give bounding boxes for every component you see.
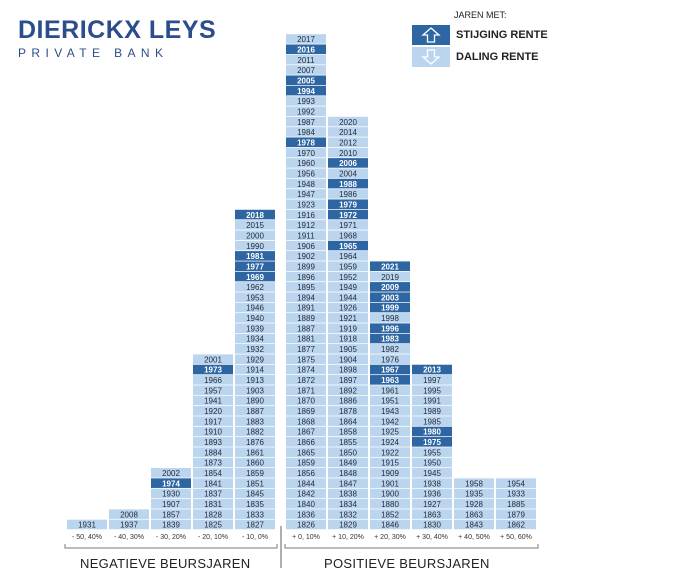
- year-label: 1850: [339, 448, 357, 458]
- year-label: 1962: [246, 283, 264, 293]
- year-label: 2012: [339, 138, 357, 148]
- year-label: 2007: [297, 66, 315, 76]
- bin-label: - 20, 10%: [198, 534, 228, 541]
- legend-label-rising: STIJGING RENTE: [456, 29, 548, 41]
- bin-label: + 30, 40%: [416, 534, 448, 541]
- year-label: 1851: [246, 479, 264, 489]
- year-label: 1855: [339, 438, 357, 448]
- year-label: 1958: [465, 479, 483, 489]
- year-label: 1843: [465, 520, 483, 530]
- year-label: 1914: [246, 365, 264, 375]
- year-label: 1956: [297, 169, 315, 179]
- brand-name: DIERICKX LEYS: [18, 16, 217, 44]
- year-label: 1898: [339, 365, 357, 375]
- year-label: 2004: [339, 169, 357, 179]
- year-label: 1959: [339, 262, 357, 272]
- year-label: 1907: [162, 500, 180, 510]
- year-label: 1906: [297, 241, 315, 251]
- year-label: 1986: [339, 190, 357, 200]
- bin-label: - 50, 40%: [72, 534, 102, 541]
- year-label: 2021: [381, 262, 399, 272]
- year-label: 1974: [162, 479, 180, 489]
- year-label: 2001: [204, 355, 222, 365]
- year-label: 1975: [423, 438, 441, 448]
- year-label: 2019: [381, 272, 399, 282]
- year-label: 1841: [204, 479, 222, 489]
- year-label: 1860: [246, 458, 264, 468]
- year-label: 1880: [381, 500, 399, 510]
- year-label: 1885: [507, 500, 525, 510]
- year-label: 2020: [339, 117, 357, 127]
- year-label: 1852: [381, 510, 399, 520]
- year-label: 1856: [297, 469, 315, 479]
- year-label: 1902: [297, 252, 315, 262]
- year-label: 1965: [339, 241, 357, 251]
- year-label: 1934: [246, 334, 264, 344]
- year-label: 1848: [339, 469, 357, 479]
- legend-title: JAREN MET:: [454, 10, 507, 20]
- year-label: 1842: [297, 489, 315, 499]
- year-label: 1967: [381, 365, 399, 375]
- year-label: 1990: [246, 241, 264, 251]
- year-label: 1980: [423, 427, 441, 437]
- year-label: 1981: [246, 252, 264, 262]
- year-label: 2014: [339, 128, 357, 138]
- year-label: 1943: [381, 407, 399, 417]
- year-label: 1881: [297, 334, 315, 344]
- year-label: 1884: [204, 448, 222, 458]
- year-label: 1865: [297, 448, 315, 458]
- year-label: 1846: [381, 520, 399, 530]
- year-label: 1828: [204, 510, 222, 520]
- year-label: 1882: [246, 427, 264, 437]
- year-label: 1961: [381, 386, 399, 396]
- year-label: 2015: [246, 221, 264, 231]
- year-label: 1833: [246, 510, 264, 520]
- year-label: 1863: [465, 510, 483, 520]
- year-label: 1866: [297, 438, 315, 448]
- year-label: 1826: [297, 520, 315, 530]
- year-label: 1952: [339, 272, 357, 282]
- year-label: 2018: [246, 210, 264, 220]
- year-label: 1931: [78, 520, 96, 530]
- year-label: 1849: [339, 458, 357, 468]
- year-label: 1834: [339, 500, 357, 510]
- year-label: 1847: [339, 479, 357, 489]
- year-label: 1936: [423, 489, 441, 499]
- year-label: 1937: [120, 520, 138, 530]
- year-label: 1904: [339, 355, 357, 365]
- year-label: 1923: [297, 200, 315, 210]
- year-label: 1924: [381, 438, 399, 448]
- year-label: 1896: [297, 272, 315, 282]
- year-label: 1858: [339, 427, 357, 437]
- year-label: 1973: [204, 365, 222, 375]
- year-label: 1947: [297, 190, 315, 200]
- year-label: 1832: [339, 510, 357, 520]
- year-label: 1859: [297, 458, 315, 468]
- year-label: 1942: [381, 417, 399, 427]
- year-label: 1966: [204, 376, 222, 386]
- year-label: 1874: [297, 365, 315, 375]
- year-label: 1859: [246, 469, 264, 479]
- year-label: 1926: [339, 303, 357, 313]
- year-label: 1893: [204, 438, 222, 448]
- bin-label: + 50, 60%: [500, 534, 532, 541]
- year-label: 1963: [381, 376, 399, 386]
- year-label: 1996: [381, 324, 399, 334]
- year-label: 1927: [423, 500, 441, 510]
- year-label: 1830: [423, 520, 441, 530]
- year-label: 1895: [297, 283, 315, 293]
- year-label: 1872: [297, 376, 315, 386]
- year-label: 2005: [297, 76, 315, 86]
- bin-label: + 20, 30%: [374, 534, 406, 541]
- year-label: 1876: [246, 438, 264, 448]
- year-label: 1864: [339, 417, 357, 427]
- year-label: 1979: [339, 200, 357, 210]
- year-label: 2003: [381, 293, 399, 303]
- year-label: 1835: [246, 500, 264, 510]
- year-label: 1879: [507, 510, 525, 520]
- year-label: 1875: [297, 355, 315, 365]
- year-label: 1890: [246, 396, 264, 406]
- year-label: 1999: [381, 303, 399, 313]
- year-label: 1995: [423, 386, 441, 396]
- year-label: 1913: [246, 376, 264, 386]
- year-label: 1929: [246, 355, 264, 365]
- year-label: 1969: [246, 272, 264, 282]
- year-label: 2009: [381, 283, 399, 293]
- year-label: 1887: [297, 324, 315, 334]
- year-label: 1983: [381, 334, 399, 344]
- year-label: 1921: [339, 314, 357, 324]
- year-label: 1910: [204, 427, 222, 437]
- year-label: 1905: [339, 345, 357, 355]
- year-label: 1989: [423, 407, 441, 417]
- year-label: 1892: [339, 386, 357, 396]
- year-label: 2008: [120, 510, 138, 520]
- year-label: 1976: [381, 355, 399, 365]
- year-label: 1891: [297, 303, 315, 313]
- year-label: 1932: [246, 345, 264, 355]
- year-label: 1916: [297, 210, 315, 220]
- year-label: 1933: [507, 489, 525, 499]
- year-label: 1901: [381, 479, 399, 489]
- year-label: 1886: [339, 396, 357, 406]
- group-label-positive: POSITIEVE BEURSJAREN: [324, 556, 490, 571]
- year-label: 1909: [381, 469, 399, 479]
- year-label: 1883: [246, 417, 264, 427]
- year-label: 1836: [297, 510, 315, 520]
- brand-tagline: PRIVATE BANK: [18, 46, 169, 60]
- group-label-negative: NEGATIEVE BEURSJAREN: [80, 556, 251, 571]
- year-label: 1920: [204, 407, 222, 417]
- year-label: 1985: [423, 417, 441, 427]
- year-label: 1845: [246, 489, 264, 499]
- year-label: 1935: [465, 489, 483, 499]
- legend-label-falling: DALING RENTE: [456, 51, 539, 63]
- year-label: 1988: [339, 179, 357, 189]
- year-label: 1982: [381, 345, 399, 355]
- year-label: 1941: [204, 396, 222, 406]
- year-label: 1825: [204, 520, 222, 530]
- year-label: 1877: [297, 345, 315, 355]
- year-label: 1970: [297, 148, 315, 158]
- year-label: 1862: [507, 520, 525, 530]
- year-label: 1857: [162, 510, 180, 520]
- year-label: 1829: [339, 520, 357, 530]
- year-label: 1949: [339, 283, 357, 293]
- year-label: 1871: [297, 386, 315, 396]
- year-label: 1998: [381, 314, 399, 324]
- year-label: 1897: [339, 376, 357, 386]
- year-label: 1964: [339, 252, 357, 262]
- year-label: 1863: [423, 510, 441, 520]
- year-label: 1912: [297, 221, 315, 231]
- year-label: 1977: [246, 262, 264, 272]
- year-label: 1919: [339, 324, 357, 334]
- year-label: 1971: [339, 221, 357, 231]
- year-label: 1951: [381, 396, 399, 406]
- year-label: 1978: [297, 138, 315, 148]
- year-label: 1873: [204, 458, 222, 468]
- year-label: 1945: [423, 469, 441, 479]
- year-label: 1925: [381, 427, 399, 437]
- year-label: 1869: [297, 407, 315, 417]
- year-label: 2010: [339, 148, 357, 158]
- year-label: 1946: [246, 303, 264, 313]
- year-label: 1957: [204, 386, 222, 396]
- year-label: 1968: [339, 231, 357, 241]
- year-label: 1922: [381, 448, 399, 458]
- year-label: 1938: [423, 479, 441, 489]
- year-label: 1954: [507, 479, 525, 489]
- bin-label: + 0, 10%: [292, 534, 320, 541]
- year-label: 2013: [423, 365, 441, 375]
- bin-label: - 40, 30%: [114, 534, 144, 541]
- year-label: 1944: [339, 293, 357, 303]
- year-label: 1899: [297, 262, 315, 272]
- year-label: 2016: [297, 45, 315, 55]
- year-label: 1903: [246, 386, 264, 396]
- year-label: 1950: [423, 458, 441, 468]
- year-label: 2000: [246, 231, 264, 241]
- year-label: 1894: [297, 293, 315, 303]
- year-label: 1837: [204, 489, 222, 499]
- year-label: 1889: [297, 314, 315, 324]
- year-label: 1984: [297, 128, 315, 138]
- year-label: 1868: [297, 417, 315, 427]
- year-label: 1948: [297, 179, 315, 189]
- year-label: 2011: [297, 55, 315, 65]
- year-label: 1861: [246, 448, 264, 458]
- year-label: 1900: [381, 489, 399, 499]
- year-label: 1844: [297, 479, 315, 489]
- negative-group-bracket: [65, 544, 277, 548]
- year-label: 1930: [162, 489, 180, 499]
- year-label: 1955: [423, 448, 441, 458]
- positive-group-bracket: [285, 544, 538, 548]
- year-label: 1997: [423, 376, 441, 386]
- bin-label: + 40, 50%: [458, 534, 490, 541]
- year-label: 1838: [339, 489, 357, 499]
- year-label: 1991: [423, 396, 441, 406]
- year-label: 1994: [297, 86, 315, 96]
- year-label: 1953: [246, 293, 264, 303]
- year-label: 1972: [339, 210, 357, 220]
- year-label: 1993: [297, 97, 315, 107]
- year-label: 1987: [297, 117, 315, 127]
- bin-label: + 10, 20%: [332, 534, 364, 541]
- year-label: 1839: [162, 520, 180, 530]
- year-label: 1918: [339, 334, 357, 344]
- year-label: 1831: [204, 500, 222, 510]
- year-label: 1827: [246, 520, 264, 530]
- year-label: 1928: [465, 500, 483, 510]
- year-label: 2002: [162, 469, 180, 479]
- year-label: 1840: [297, 500, 315, 510]
- bin-label: - 30, 20%: [156, 534, 186, 541]
- year-label: 1870: [297, 396, 315, 406]
- year-label: 2017: [297, 35, 315, 45]
- year-label: 1939: [246, 324, 264, 334]
- year-label: 1940: [246, 314, 264, 324]
- year-label: 1911: [297, 231, 315, 241]
- year-label: 1917: [204, 417, 222, 427]
- year-label: 1887: [246, 407, 264, 417]
- year-label: 1878: [339, 407, 357, 417]
- year-label: 1867: [297, 427, 315, 437]
- year-label: 2006: [339, 159, 357, 169]
- year-label: 1915: [381, 458, 399, 468]
- year-label: 1960: [297, 159, 315, 169]
- bin-label: - 10, 0%: [241, 534, 269, 541]
- year-label: 1992: [297, 107, 315, 117]
- year-label: 1854: [204, 469, 222, 479]
